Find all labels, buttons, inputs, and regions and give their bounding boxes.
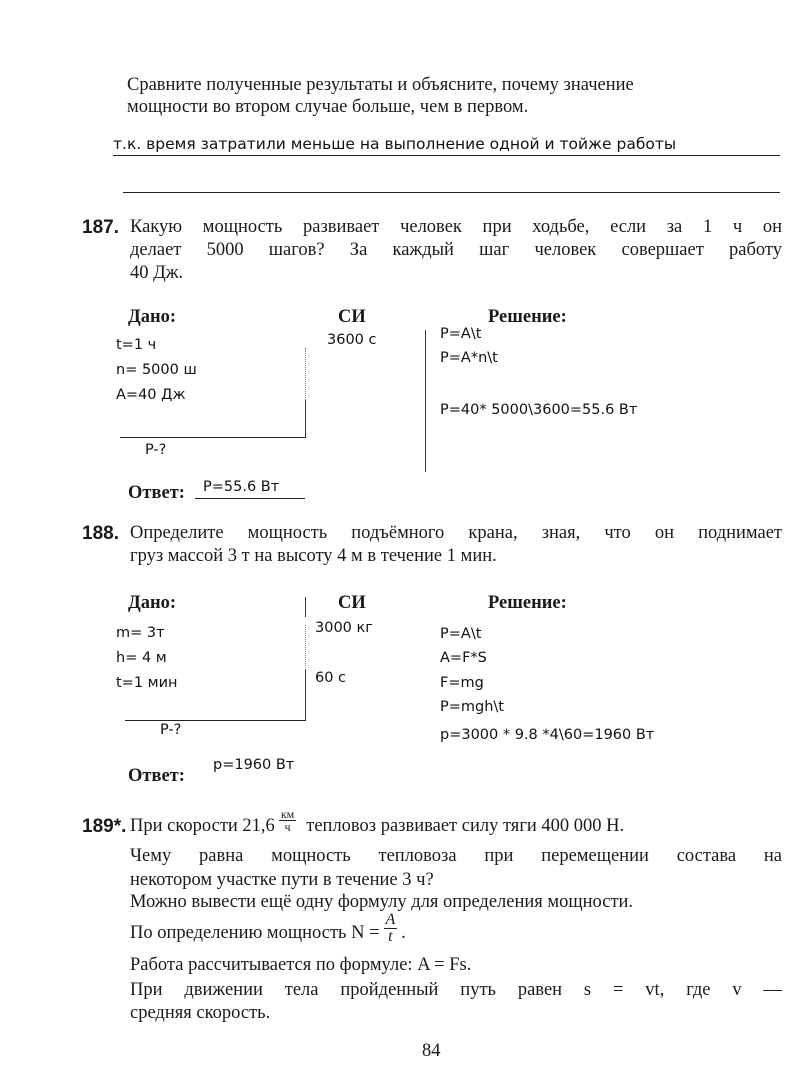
solution-line: A=F*S: [440, 650, 487, 666]
si-item: 3000 кг: [315, 620, 373, 636]
path-formula: При движении тела пройденный путь равен s = vt, где v —: [130, 980, 782, 1000]
intro-question-line-1: Сравните полученные результаты и объясните, почему значение: [127, 75, 634, 95]
solution-line: P=40* 5000\3600=55.6 Вт: [440, 402, 638, 418]
power-fraction: [384, 912, 398, 945]
solution-line: p=3000 * 9.8 *4\60=1960 Вт: [440, 727, 655, 743]
solution-line: P=mgh\t: [440, 699, 504, 715]
solution-line: P=A\t: [440, 626, 482, 642]
si-item: 60 с: [315, 670, 347, 686]
problem-188-text-1: Определите мощность подъёмного крана, зная, что он поднимает: [130, 523, 782, 543]
answer-label: Ответ:: [128, 766, 185, 786]
power-definition: По определению мощность N = $\frac{A}{t}$ .: [130, 911, 406, 945]
find-item: P-?: [160, 722, 182, 738]
solution-label: Решение:: [488, 593, 567, 613]
unit-denominator: ч: [284, 820, 291, 835]
find-line: [125, 720, 306, 721]
find-line: [120, 437, 306, 438]
find-item: P-?: [145, 442, 167, 458]
problem-189-text-4: Можно вывести ещё одну формулу для определения мощности.: [130, 892, 634, 912]
problem-189-text-2: Чему равна мощность тепловоза при перемещении состава на: [130, 846, 782, 866]
problem-187-text-1: Какую мощность развивает человек при ходьбе, если за 1 ч он: [130, 217, 782, 237]
solution-divider: [425, 330, 426, 472]
given-item: t=1 мин: [116, 675, 178, 691]
given-label: Дано:: [128, 593, 177, 613]
given-item: A=40 Дж: [116, 387, 186, 403]
given-item: h= 4 м: [116, 650, 167, 666]
given-label: Дано:: [128, 307, 177, 327]
answer-value[interactable]: P=55.6 Вт: [203, 479, 280, 495]
problem-189-text-1: [130, 807, 625, 836]
answer-line-2: [123, 192, 780, 193]
problem-189-number: 189*.: [82, 816, 127, 837]
dotted-divider: [305, 625, 306, 670]
intro-question-line-2: мощности во втором случае больше, чем в первом.: [127, 97, 529, 117]
si-item: 3600 с: [327, 332, 377, 348]
problem-187-text-3: 40 Дж.: [130, 263, 184, 283]
intro-handwritten-answer[interactable]: т.к. время затратили меньше на выполнение одной и тойже работы: [113, 135, 677, 153]
solution-line: F=mg: [440, 675, 484, 691]
table-divider: [305, 670, 306, 720]
table-divider: [305, 400, 306, 438]
problem-188-text-2: груз массой 3 т на высоту 4 м в течение 1 мин.: [130, 546, 497, 566]
power-definition-text: По определению мощность N =: [130, 922, 380, 943]
problem-189-text-3: некотором участке пути в течение 3 ч?: [130, 870, 434, 890]
solution-label: Решение:: [488, 307, 567, 327]
solution-line: P=A\t: [440, 326, 482, 342]
fraction-numerator: A: [385, 911, 396, 928]
page-number: 84: [422, 1041, 441, 1061]
fraction-denominator: t: [388, 928, 393, 945]
solution-line: P=A*n\t: [440, 350, 498, 366]
given-item: t=1 ч: [116, 337, 157, 353]
answer-value[interactable]: p=1960 Вт: [213, 757, 295, 773]
problem-188-number: 188.: [82, 523, 119, 544]
given-item: n= 5000 ш: [116, 362, 197, 378]
problem-187-text-2: делает 5000 шагов? За каждый шаг человек совершает работу: [130, 240, 782, 260]
answer-line-1: [113, 155, 780, 156]
table-divider: [305, 597, 306, 617]
si-label: СИ: [338, 307, 366, 327]
answer-underline: [195, 498, 305, 499]
given-item: m= 3т: [116, 625, 165, 641]
unit-fraction: [279, 808, 296, 833]
unit-numerator: км: [280, 807, 295, 822]
answer-label: Ответ:: [128, 483, 185, 503]
problem-189-force-text: тепловоз развивает силу тяги 400 000 Н.: [306, 816, 625, 836]
si-label: СИ: [338, 593, 366, 613]
problem-187-number: 187.: [82, 217, 119, 238]
problem-189-speed-text: При скорости 21,6: [130, 816, 275, 836]
dotted-divider: [305, 348, 306, 400]
work-formula: Работа рассчитывается по формуле: A = Fs.: [130, 955, 472, 975]
path-formula-2: средняя скорость.: [130, 1003, 271, 1023]
